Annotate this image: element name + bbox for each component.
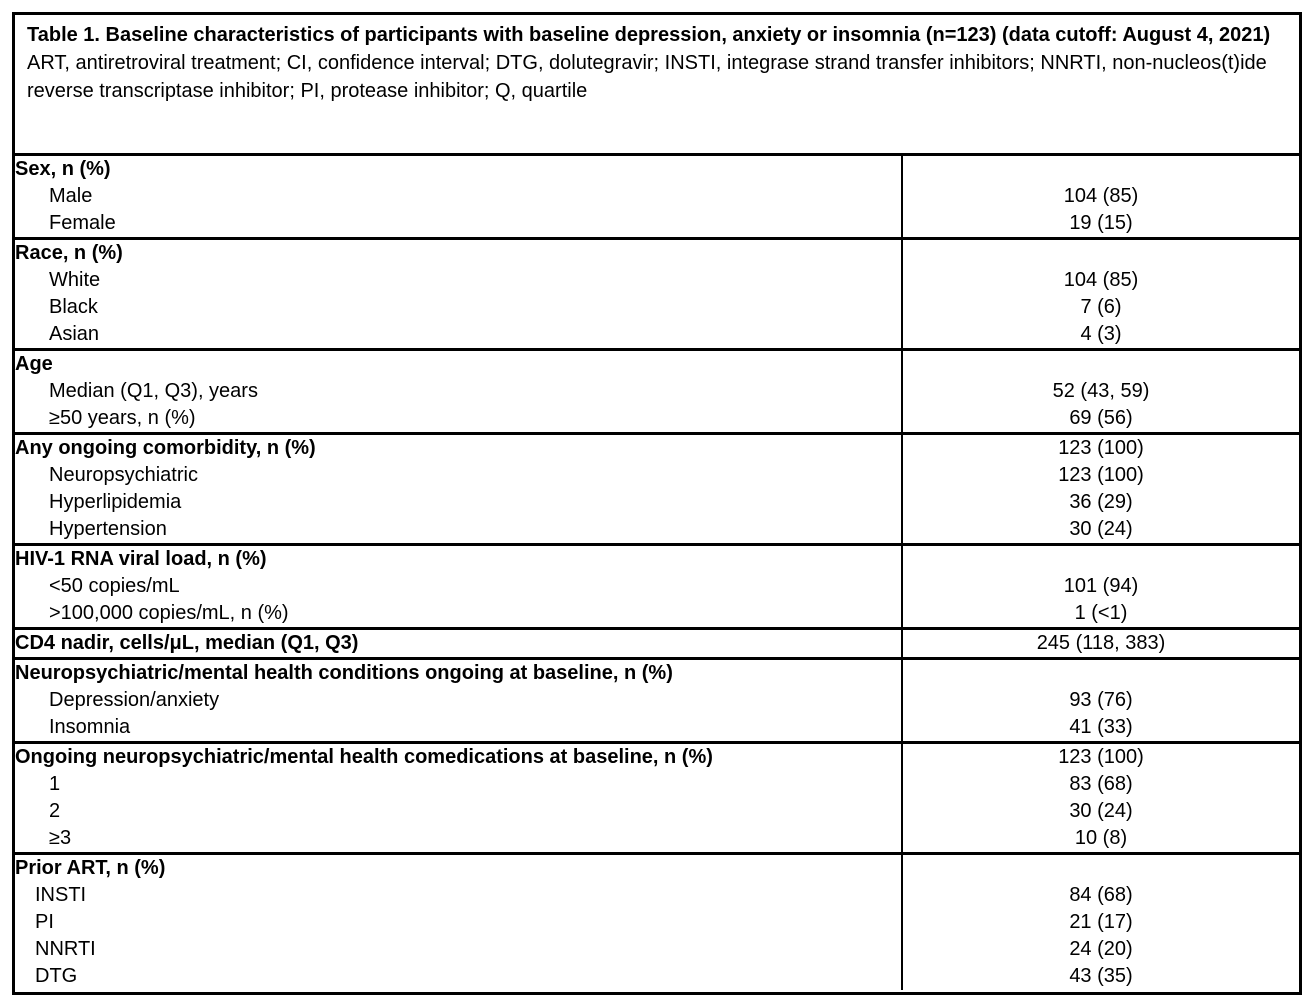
row-label: Race, n (%)	[15, 239, 902, 268]
row-label: Female	[49, 212, 116, 234]
row-label: INSTI	[35, 884, 87, 906]
table-row	[15, 573, 1299, 600]
row-label: Age	[15, 350, 902, 379]
row-value: 30 (24)	[902, 516, 1299, 545]
table-row	[15, 183, 1299, 210]
row-value: 10 (8)	[902, 825, 1299, 854]
table-row	[15, 771, 1299, 798]
row-value: 36 (29)	[902, 489, 1299, 516]
row-label: >100,000 copies/mL, n (%)	[49, 602, 289, 624]
table-row	[15, 936, 1299, 963]
row-value: 84 (68)	[902, 882, 1299, 909]
row-value: 21 (17)	[902, 909, 1299, 936]
row-label: Sex, n (%)	[15, 155, 902, 184]
table-row	[15, 462, 1299, 489]
row-label: ≥3	[49, 827, 72, 849]
row-value	[902, 155, 1299, 184]
table-row	[15, 600, 1299, 629]
baseline-characteristics-table	[15, 153, 1299, 990]
row-value	[902, 350, 1299, 379]
row-value: 7 (6)	[902, 294, 1299, 321]
row-value: 123 (100)	[902, 462, 1299, 489]
row-label: Depression/anxiety	[49, 689, 220, 711]
row-value: 123 (100)	[902, 434, 1299, 463]
row-label: Asian	[49, 323, 100, 345]
row-value	[902, 545, 1299, 574]
row-label: PI	[35, 911, 54, 933]
row-label: Black	[49, 296, 98, 318]
row-value: 104 (85)	[902, 267, 1299, 294]
section-header-row	[15, 239, 1299, 268]
row-value: 101 (94)	[902, 573, 1299, 600]
table-caption-block	[15, 15, 1299, 153]
row-label: DTG	[35, 965, 78, 987]
row-value: 104 (85)	[902, 183, 1299, 210]
row-value: 245 (118, 383)	[902, 629, 1299, 659]
table-row	[15, 405, 1299, 434]
row-label: 1	[49, 773, 61, 795]
section-header-row	[15, 155, 1299, 184]
row-label: Ongoing neuropsychiatric/mental health comedications at baseline, n (%)	[15, 743, 902, 772]
row-value: 123 (100)	[902, 743, 1299, 772]
row-value	[902, 659, 1299, 688]
row-label: Median (Q1, Q3), years	[49, 380, 258, 402]
table-row	[15, 378, 1299, 405]
row-label: Hyperlipidemia	[49, 491, 182, 513]
row-value: 93 (76)	[902, 687, 1299, 714]
row-label: NNRTI	[35, 938, 96, 960]
row-value: 19 (15)	[902, 210, 1299, 239]
table-row	[15, 882, 1299, 909]
table-row	[15, 825, 1299, 854]
table-row	[15, 294, 1299, 321]
table-row	[15, 798, 1299, 825]
row-label: White	[49, 269, 101, 291]
row-label: Prior ART, n (%)	[15, 854, 902, 883]
row-label: CD4 nadir, cells/μL, median (Q1, Q3)	[15, 629, 902, 659]
row-label: Hypertension	[49, 518, 167, 540]
table-row	[15, 267, 1299, 294]
row-value: 41 (33)	[902, 714, 1299, 743]
row-label: ≥50 years, n (%)	[49, 407, 196, 429]
row-label: HIV-1 RNA viral load, n (%)	[15, 545, 902, 574]
section-header-row	[15, 350, 1299, 379]
section-header-row	[15, 743, 1299, 772]
table-abbreviations: ART, antiretroviral treatment; CI, confidence interval; DTG, dolutegravir; INSTI, integrase strand transfer inhibitors; NNRTI, non-nucleos(t)ide reverse transcriptase inhibitor; PI, protease inhibitor; Q, quartile	[27, 52, 1267, 102]
row-value: 24 (20)	[902, 936, 1299, 963]
table-row	[15, 210, 1299, 239]
section-header-row	[15, 545, 1299, 574]
row-label: Male	[49, 185, 93, 207]
row-label: Any ongoing comorbidity, n (%)	[15, 434, 902, 463]
row-value: 30 (24)	[902, 798, 1299, 825]
section-header-row	[15, 434, 1299, 463]
table-row	[15, 516, 1299, 545]
row-label: Neuropsychiatric/mental health conditions ongoing at baseline, n (%)	[15, 659, 902, 688]
row-value	[902, 239, 1299, 268]
section-header-row	[15, 854, 1299, 883]
row-value: 43 (35)	[902, 963, 1299, 990]
row-value: 1 (<1)	[902, 600, 1299, 629]
row-label: Insomnia	[49, 716, 131, 738]
row-value: 69 (56)	[902, 405, 1299, 434]
row-label: Neuropsychiatric	[49, 464, 198, 486]
table-row	[15, 714, 1299, 743]
row-value	[902, 854, 1299, 883]
row-value: 52 (43, 59)	[902, 378, 1299, 405]
table-row	[15, 687, 1299, 714]
row-value: 4 (3)	[902, 321, 1299, 350]
row-value: 83 (68)	[902, 771, 1299, 798]
row-label: 2	[49, 800, 61, 822]
row-label: <50 copies/mL	[49, 575, 180, 597]
table-row	[15, 909, 1299, 936]
section-header-row	[15, 629, 1299, 659]
table-row	[15, 963, 1299, 990]
section-header-row	[15, 659, 1299, 688]
document-border	[12, 12, 1302, 995]
table-row	[15, 489, 1299, 516]
table-title: Table 1. Baseline characteristics of participants with baseline depression, anxiety or insomnia (n=123) (data cutoff: August 4, 2021)	[27, 24, 1271, 46]
table-row	[15, 321, 1299, 350]
